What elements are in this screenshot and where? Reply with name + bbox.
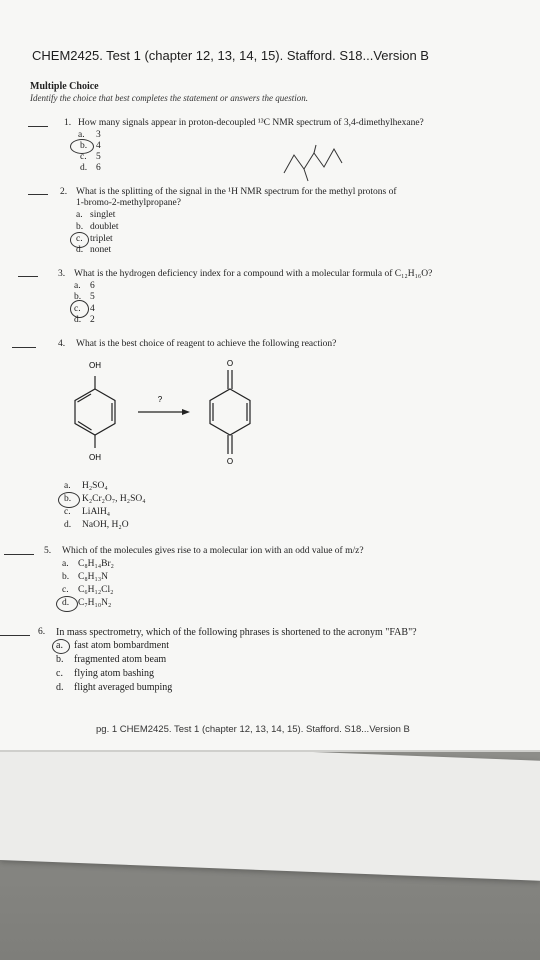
choice-letter: b.	[76, 222, 84, 232]
choice-letter: a.	[64, 481, 71, 491]
choice-letter: c.	[76, 234, 83, 244]
choice-letter: d.	[62, 598, 70, 608]
choice-text: NaOH, H₂O	[82, 520, 129, 530]
choice-text: 2	[90, 315, 95, 325]
choice-text: 4	[96, 141, 101, 151]
choice-letter: c.	[62, 585, 69, 595]
arrow-label: ?	[157, 395, 163, 404]
reaction-arrow	[138, 409, 190, 415]
choice-text: fast atom bombardment	[74, 640, 169, 651]
choice-text: fragmented atom beam	[74, 654, 167, 665]
choice-text: C₇H₁₀N₂	[78, 598, 112, 608]
choice-letter: b.	[64, 494, 72, 504]
reaction-scheme	[64, 356, 324, 471]
question-text-2b: 1-bromo-2-methylpropane?	[76, 198, 181, 208]
choice-letter: c.	[56, 668, 63, 679]
answer-blank-2	[28, 194, 48, 195]
choice-letter: b.	[56, 654, 64, 665]
question-text-1: How many signals appear in proton-decoupled ¹³C NMR spectrum of 3,4-dimethylhexane?	[78, 118, 424, 128]
page-edge	[0, 750, 540, 752]
choice-text: flight averaged bumping	[74, 682, 173, 693]
answer-circle-6	[52, 639, 70, 654]
choice-letter: b.	[62, 572, 70, 582]
answer-circle-5	[56, 596, 78, 612]
exam-title: CHEM2425. Test 1 (chapter 12, 13, 14, 15). Stafford. S18...Version B	[32, 48, 429, 63]
choice-text: 4	[90, 304, 95, 314]
choice-letter: c.	[74, 304, 81, 314]
choice-text: singlet	[90, 210, 116, 220]
choice-text: 5	[90, 292, 95, 302]
handwritten-skeletal-sketch	[284, 145, 364, 185]
underlying-sheet	[0, 740, 540, 881]
question-text-2a: What is the splitting of the signal in the ¹H NMR spectrum for the methyl protons of	[76, 187, 397, 197]
question-text-5: Which of the molecules gives rise to a molecular ion with an odd value of m/z?	[62, 546, 364, 556]
product-bottom-label: O	[226, 457, 234, 466]
reactant-bottom-label: OH	[89, 453, 101, 462]
product-top-label: O	[226, 359, 234, 368]
question-text-3: What is the hydrogen deficiency index for a compound with a molecular formula of C₁₂H₁₆O?	[74, 269, 433, 279]
choice-text: flying atom bashing	[74, 668, 154, 679]
question-number-1: 1.	[64, 118, 72, 128]
choice-letter: a.	[56, 640, 63, 651]
answer-blank-5	[4, 554, 34, 555]
choice-text: K₂Cr₂O₇, H₂SO₄	[82, 494, 146, 504]
choice-letter: b.	[80, 141, 88, 151]
choice-text: LiAlH₄	[82, 507, 111, 517]
choice-letter: d.	[80, 163, 88, 173]
choice-letter: c.	[80, 152, 87, 162]
question-text-6: In mass spectrometry, which of the following phrases is shortened to the acronym "FAB"?	[56, 627, 417, 638]
question-number-3: 3.	[58, 269, 66, 279]
choice-text: H₂SO₄	[82, 481, 108, 491]
choice-text: 6	[90, 281, 95, 291]
choice-letter: a.	[78, 130, 85, 140]
choice-letter: a.	[74, 281, 81, 291]
choice-text: 6	[96, 163, 101, 173]
section-heading: Multiple Choice	[30, 81, 99, 92]
question-text-4: What is the best choice of reagent to achieve the following reaction?	[76, 339, 337, 349]
answer-blank-1	[28, 126, 48, 127]
choice-letter: b.	[74, 292, 82, 302]
choice-letter: c.	[64, 507, 71, 517]
choice-text: triplet	[90, 234, 113, 244]
choice-text: doublet	[90, 222, 119, 232]
question-number-2: 2.	[60, 187, 68, 197]
choice-letter: d.	[76, 245, 84, 255]
choice-letter: d.	[74, 315, 82, 325]
reactant-hydroquinone	[75, 376, 115, 448]
answer-blank-3	[18, 276, 38, 277]
choice-text: nonet	[90, 245, 112, 255]
reactant-top-label: OH	[89, 361, 101, 370]
page-footer: pg. 1 CHEM2425. Test 1 (chapter 12, 13, 14, 15). Stafford. S18...Version B	[96, 724, 410, 735]
choice-letter: a.	[62, 559, 69, 569]
answer-blank-6	[0, 635, 30, 636]
question-number-4: 4.	[58, 339, 66, 349]
choice-text: C₈H₁₃N	[78, 572, 108, 582]
choice-letter: d.	[64, 520, 72, 530]
question-number-5: 5.	[44, 546, 52, 556]
answer-blank-4	[12, 347, 36, 348]
choice-letter: d.	[56, 682, 64, 693]
choice-letter: a.	[76, 210, 83, 220]
product-benzoquinone	[210, 370, 250, 454]
instructions: Identify the choice that best completes the statement or answers the question.	[30, 93, 308, 103]
question-number-6: 6.	[38, 627, 46, 637]
answer-circle-4	[58, 492, 80, 508]
choice-text: C₈H₁₄Br₂	[78, 559, 114, 569]
choice-text: 5	[96, 152, 101, 162]
choice-text: 3	[96, 130, 101, 140]
choice-text: C₆H₁₂Cl₂	[78, 585, 114, 595]
